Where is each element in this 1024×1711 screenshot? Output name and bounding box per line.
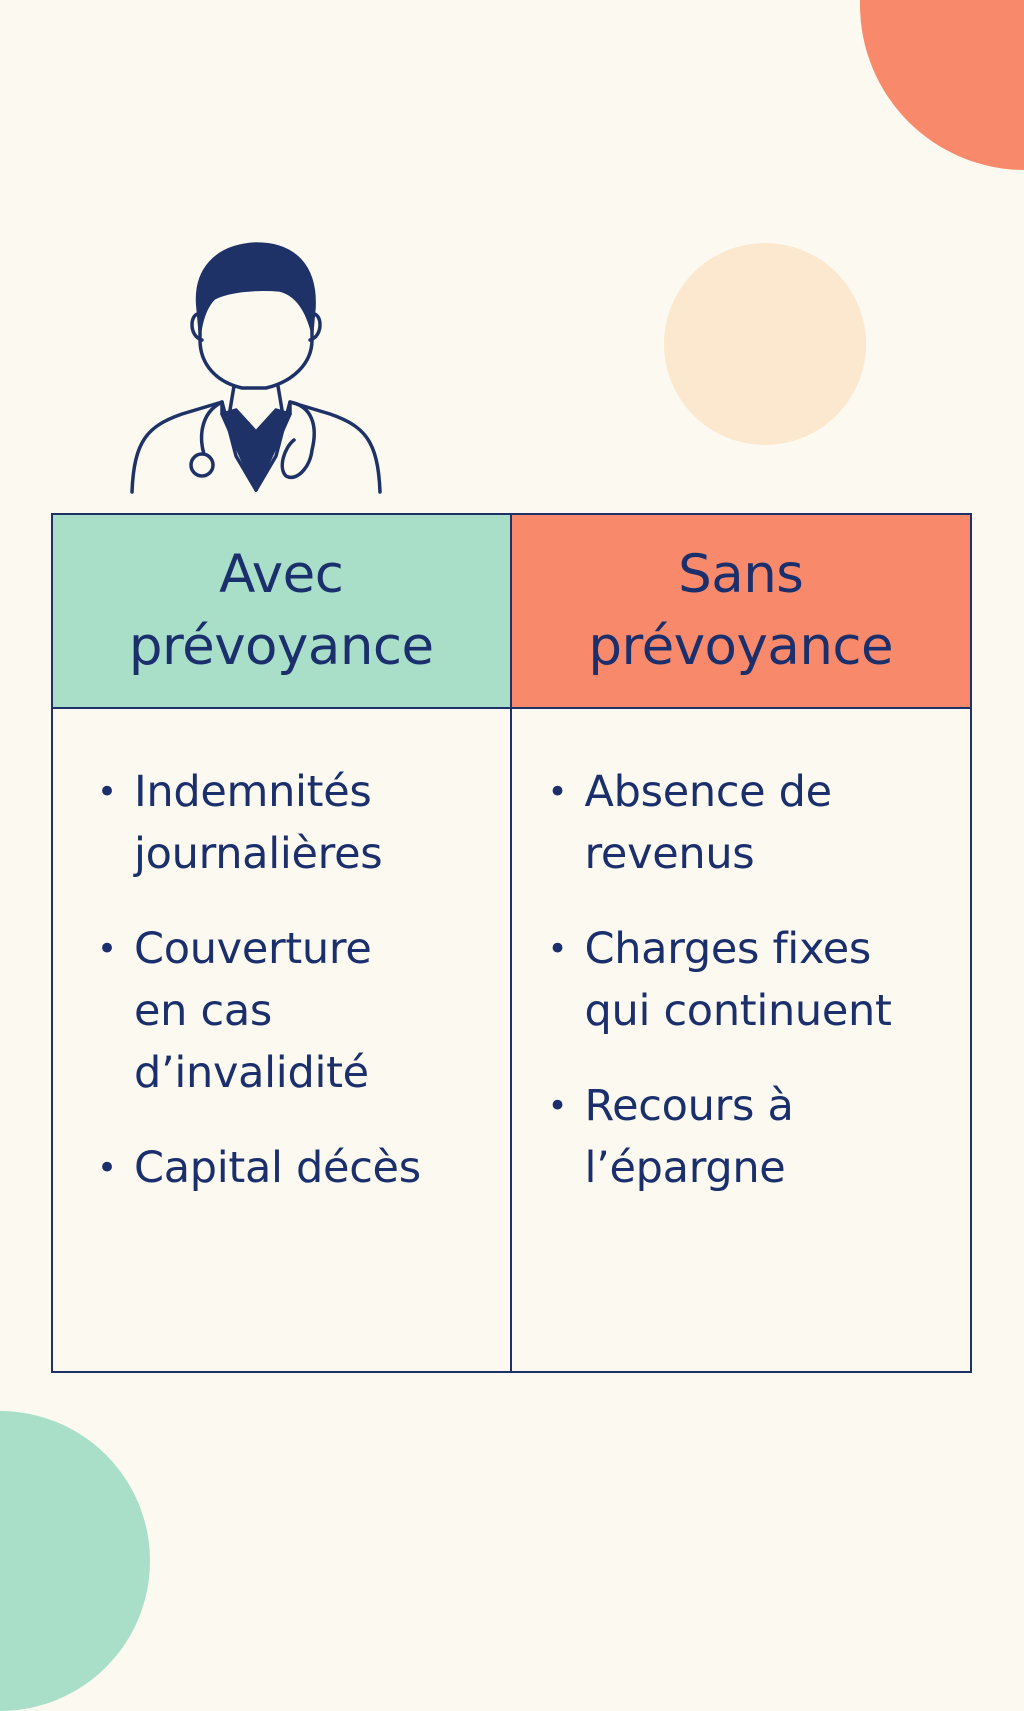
list-item: • Absence de revenus <box>548 761 971 885</box>
column-header-sans <box>512 515 971 709</box>
column-title-avec: Avec prévoyance <box>128 544 434 677</box>
column-header-avec <box>53 515 512 709</box>
column-body-avec <box>53 709 512 1371</box>
list-item: • Indemnités journalières <box>97 761 510 885</box>
benefits-list <box>97 761 510 1199</box>
list-item: • Capital décès <box>97 1137 510 1199</box>
bullet-icon: • <box>97 929 117 969</box>
list-item: • Recours à l’épargne <box>548 1075 971 1199</box>
decorative-circle-coral <box>860 0 1024 170</box>
list-item: • Charges fixes qui continuent <box>548 918 971 1042</box>
bullet-icon: • <box>547 1086 568 1126</box>
column-body-sans <box>512 709 971 1371</box>
bullet-icon: • <box>97 1148 117 1188</box>
decorative-circle-mint <box>0 1411 150 1711</box>
list-item: • Couverture en cas d’invalidité <box>97 918 510 1104</box>
doctor-icon <box>118 236 394 498</box>
decorative-circle-peach <box>664 243 866 445</box>
column-title-sans: Sans prévoyance <box>588 544 894 677</box>
bullet-icon: • <box>547 772 568 812</box>
bullet-icon: • <box>547 929 568 969</box>
risks-list <box>548 761 971 1199</box>
comparison-table <box>51 513 972 1373</box>
bullet-icon: • <box>97 772 117 812</box>
